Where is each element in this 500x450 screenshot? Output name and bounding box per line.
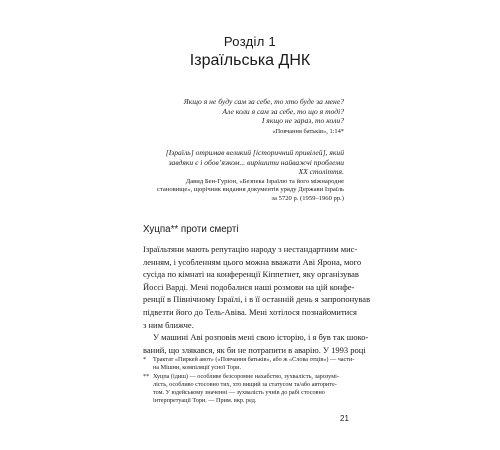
epigraph-2-line: завдяки є і обов’язком... вирішити найважчі проблеми — [168, 157, 344, 167]
section-heading: Хуцпа** проти смерті — [143, 224, 239, 235]
body-line: Йоссі Варді. Мені подобалися наші розмови на цій конфе- — [143, 281, 355, 292]
epigraph-2-line: [Ізраїль] отримав великий [історичний привілей], який — [165, 148, 344, 157]
footnote-2 — [143, 373, 357, 405]
chapter-title: Ізраїльська ДНК — [189, 52, 311, 69]
footnote-line: Хуцпа (ідиш) — особливе безсоромне нахабство, зухвалість, зарозумі- — [153, 373, 339, 380]
body-line: Ізраїльтяни мають репутацію народу з нестандартним мис- — [143, 244, 358, 254]
body-line: з ним ближче. — [143, 319, 194, 330]
footnotes — [143, 356, 357, 406]
footnote-mark: * — [143, 356, 147, 363]
chapter-label: Розділ 1 — [223, 34, 277, 49]
epigraph-2-source-line: за 5720 р. (1959–1960 рр.) — [271, 194, 344, 202]
footnote-line: на Мішни, компіляції усної Тори. — [153, 364, 242, 371]
footnote-line: Трактат «Пиркей авот» («Повчання батьків», або ж «Слова отців») — части- — [153, 356, 355, 363]
footnote-line: лість, особливо стосовно тих, хто вищий за статусом та/або авторите- — [153, 381, 337, 388]
body-line: підвезти його до Тель-Авіва. Мені хотілося познайомитися — [143, 306, 357, 317]
footnote-1 — [143, 356, 357, 372]
footnote-mark: ** — [143, 373, 150, 380]
footnote-line: інтерпретуації Тори. — Прим. вкр. ред. — [153, 397, 257, 404]
epigraph-1 — [184, 97, 344, 136]
epigraph-2 — [166, 148, 344, 177]
body-line: ленням, і усобленням цього можна вважати Аві Ярона, мого — [143, 256, 362, 267]
paragraph-1 — [143, 243, 371, 331]
body-line: У машині Аві розповів мені свою історію, і я був так шоко- — [153, 332, 369, 343]
epigraph-1-line: І якщо не зараз, то коли? — [261, 116, 344, 126]
footnote-line: том. У юдейському значенні — зухвалість учнів до рабі стосовно — [153, 389, 325, 396]
epigraph-1-source: «Повчання батьків», 1:14* — [272, 127, 344, 135]
epigraph-2-source-line: Давид Бен-Гуріон, «Безпека Ізраїлю та його міжнародне — [185, 178, 344, 185]
body-text — [143, 243, 371, 356]
epigraph-1-line: Якщо я не буду сам за себе, то хто буде за мене? — [183, 97, 344, 106]
body-line: ваний, що злякався, як би не потрапити в аварію. У 1993 році — [143, 344, 366, 355]
body-line: сусіда по кімнаті на конференції Кіппетнет, яку організував — [143, 269, 359, 280]
epigraph-2-line: XX століття. — [298, 167, 344, 177]
paragraph-2 — [143, 331, 369, 356]
epigraph-2-source — [157, 178, 344, 203]
epigraph-2-source-line: становище», щорічник видання документів уряду Держави Ізраїль — [156, 186, 344, 194]
page-number: 21 — [340, 414, 349, 423]
epigraph-1-line: Але коли я сам за себе, то що я тоді? — [222, 106, 344, 116]
body-line: ренції в Північному Ізраїлі, і в її останній день я запропонував — [143, 294, 371, 305]
